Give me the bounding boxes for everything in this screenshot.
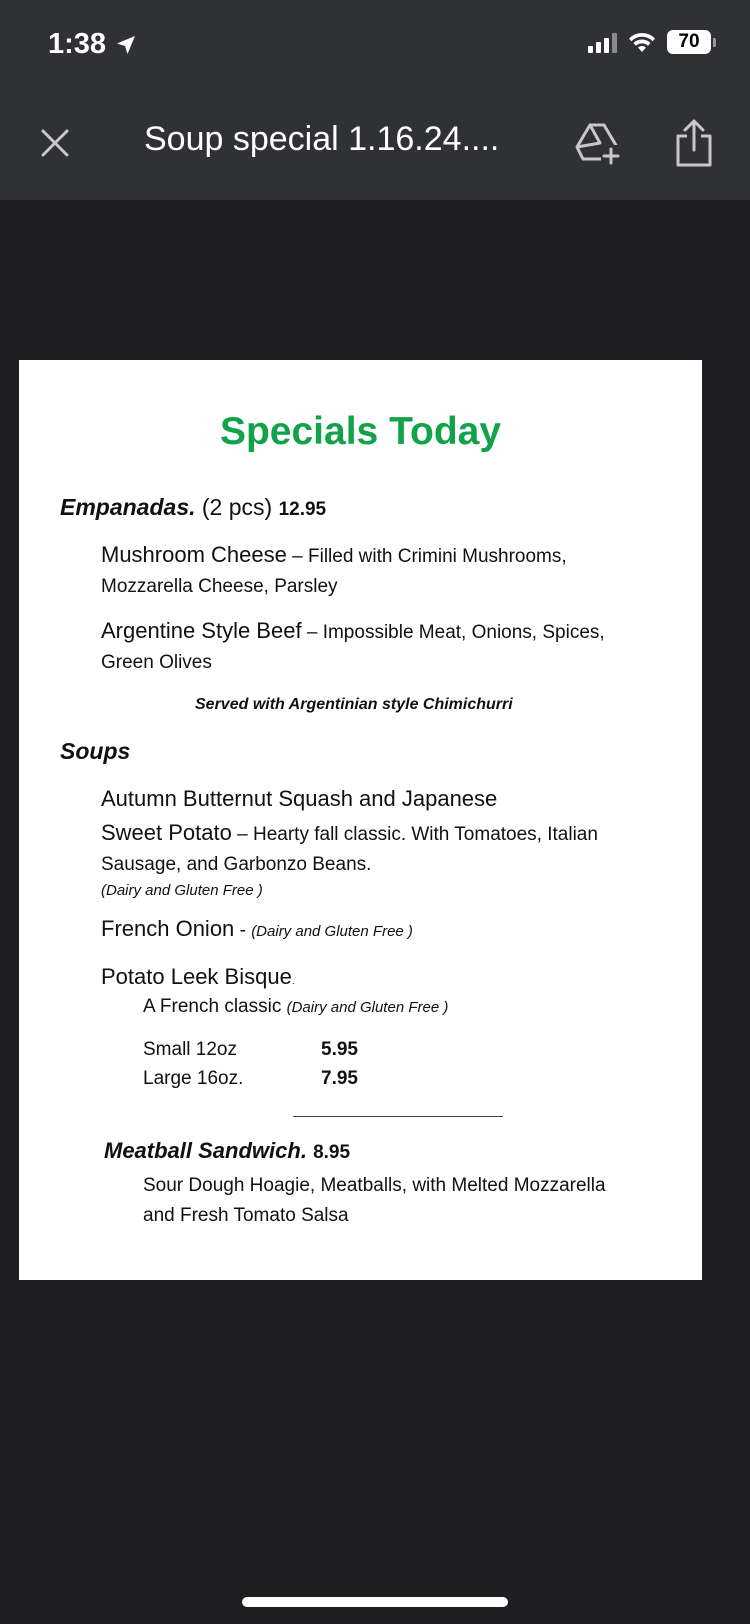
price-small: 5.95 [321, 1039, 358, 1060]
soup-3-note: (Dairy and Gluten Free ) [286, 999, 449, 1016]
empanada-2-name: Argentine Style Beef [101, 618, 302, 643]
status-time-text: 1:38 [48, 28, 107, 60]
home-indicator[interactable] [242, 1597, 508, 1607]
soup-3 [101, 964, 295, 990]
sandwich-desc-1: Sour Dough Hoagie, Meatballs, with Melted Mozzarella [143, 1175, 606, 1196]
empanada-item-2 [101, 618, 605, 644]
soup-1-desc: – Hearty fall classic. With Tomatoes, Italian [231, 824, 598, 845]
soup-1-name: Sweet Potato [101, 820, 232, 845]
empanada-1-desc: – Filled with Crimini Mushrooms, [286, 546, 567, 567]
price-large: 7.95 [321, 1068, 358, 1089]
empanadas-qty: (2 pcs) [201, 494, 273, 520]
soup-2-note: (Dairy and Gluten Free ) [251, 923, 413, 940]
empanada-2-desc-cont: Green Olives [101, 652, 212, 673]
empanada-1-name: Mushroom Cheese [101, 542, 287, 567]
soup-2 [101, 916, 413, 942]
soup-3-desc: A French classic [143, 996, 287, 1017]
sandwich-heading-row [104, 1138, 350, 1164]
size-small: Small 12oz [143, 1039, 237, 1060]
served-note: Served with Argentinian style Chimichurri [195, 696, 513, 713]
battery-icon [667, 30, 716, 54]
add-to-drive-button[interactable] [572, 117, 624, 169]
empanadas-price: 12.95 [278, 499, 327, 520]
empanada-2-desc: – Impossible Meat, Onions, Spices, [301, 622, 605, 643]
top-bar [0, 0, 750, 200]
soup-1-line-2 [101, 820, 598, 846]
soup-3-name: Potato Leek Bisque [101, 964, 292, 989]
empanadas-heading-row [60, 494, 326, 521]
empanadas-heading: Empanadas. [60, 494, 196, 520]
soup-3-desc-row [143, 996, 448, 1018]
divider-line [293, 1116, 503, 1117]
soup-1-line-1: Autumn Butternut Squash and Japanese [101, 786, 498, 811]
empanada-item-1 [101, 542, 567, 568]
document-page[interactable] [19, 360, 702, 1280]
share-icon [674, 118, 714, 168]
close-button[interactable] [30, 118, 80, 168]
share-button[interactable] [668, 114, 720, 172]
soups-heading: Soups [60, 738, 131, 764]
sandwich-heading: Meatball Sandwich. [104, 1138, 307, 1163]
location-arrow-icon [114, 33, 138, 57]
soup-1-note: (Dairy and Gluten Free ) [101, 882, 263, 899]
close-icon [40, 128, 70, 158]
soup-3-dot: . [291, 976, 295, 987]
status-indicators [588, 30, 716, 54]
size-large: Large 16oz. [143, 1068, 244, 1089]
menu-title: Specials Today [219, 410, 502, 453]
status-time [48, 28, 138, 61]
document-title: Soup special 1.16.24.... [144, 120, 500, 158]
wifi-icon [627, 30, 657, 54]
soup-2-dash: - [234, 920, 252, 941]
sandwich-desc-2: and Fresh Tomato Salsa [143, 1205, 349, 1226]
battery-level: 70 [667, 30, 711, 54]
sandwich-price: 8.95 [313, 1142, 351, 1163]
soup-2-name: French Onion [101, 916, 235, 941]
soup-1-line-3: Sausage, and Garbonzo Beans. [101, 854, 372, 875]
add-to-drive-icon [575, 121, 621, 165]
signal-icon [588, 31, 617, 53]
empanada-1-desc-cont: Mozzarella Cheese, Parsley [101, 576, 338, 597]
